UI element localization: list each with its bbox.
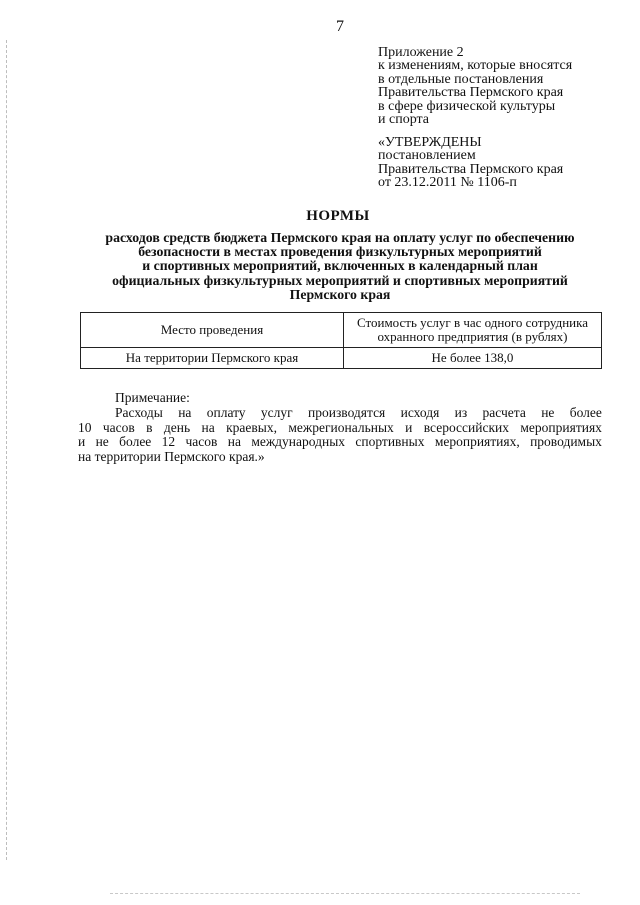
note-word: услуг [260,405,293,420]
note-word: производятся [308,405,386,420]
header-cost-line: охранного предприятия (в рублях) [377,329,568,344]
note-word: расчета [482,405,526,420]
note-word: не [541,405,555,420]
note-word: 10 [78,419,92,435]
note-word: более [119,434,152,450]
appendix-line: в отдельные постановления [378,71,544,87]
note-word: мероприятиях [520,419,602,435]
subtitle-line: безопасности в местах проведения физкультурных мероприятий [138,244,542,260]
note-word: на [178,405,192,420]
subtitle-line: расходов средств бюджета Пермского края на оплату услуг по обеспечению [105,230,575,245]
header-place: Место проведения [81,313,344,348]
note-word: Расходы [115,405,163,420]
note-word: на [201,419,215,435]
note-word: всероссийских [423,419,509,435]
note-word: международных [251,434,346,450]
note-word: мероприятиях, [434,434,520,450]
note-word: краевых, [226,419,277,435]
cell-place: На территории Пермского края [81,348,344,369]
note-word: 12 [161,434,176,450]
table-row [81,348,602,369]
note-word: часов [102,419,135,435]
note-word: спортивных [355,434,425,450]
document-subtitle [76,231,604,302]
note-word: из [454,405,468,420]
scan-margin-line [6,40,7,860]
note-line [78,421,602,436]
header-cost [344,313,602,348]
scan-bottom-line [110,893,580,894]
note-word: и [78,434,86,450]
note-word: день [163,419,191,435]
approved-line: постановлением [378,148,476,164]
appendix-block [378,46,572,126]
appendix-line: и спорта [378,112,430,128]
document-title: НОРМЫ [306,208,370,224]
subtitle-line: Пермского края [289,286,391,302]
note-line [78,435,602,450]
note-word: межрегиональных [288,419,394,435]
note-word: более [569,405,602,420]
approved-line: Правительства Пермского края [378,161,564,177]
approved-line: «УТВЕРЖДЕНЫ [378,135,482,150]
header-cost-line: Стоимость услуг в час одного сотрудника [356,315,589,330]
subtitle-line: официальных физкультурных мероприятий и спортивных мероприятий [112,272,568,288]
note-line: на территории Пермского края.» [78,448,265,464]
cell-cost: Не более 138,0 [344,348,602,369]
note-word: в [146,419,153,435]
note-text [78,406,602,464]
appendix-line: к изменениям, которые вносятся [378,58,573,74]
note-word: на [227,434,241,450]
note-line [78,406,602,421]
table-header-row [81,313,602,348]
note-word: не [95,434,109,450]
note-word: проводимых [530,434,602,450]
note-label: Примечание: [115,390,190,405]
appendix-line: Правительства Пермского края [378,85,564,101]
page-number: 7 [336,18,344,35]
note-word: часов [185,434,218,450]
note-word: исходя [400,405,440,420]
note-word: оплату [206,405,246,420]
appendix-line: Приложение 2 [378,45,464,60]
subtitle-line: и спортивных мероприятий, включенных в календарный план [142,258,538,274]
appendix-line: в сфере физической культуры [378,98,556,114]
norms-table [80,312,602,369]
approved-block [378,136,563,190]
approved-line: от 23.12.2011 № 1106-п [378,175,517,191]
note-word: и [405,419,413,435]
